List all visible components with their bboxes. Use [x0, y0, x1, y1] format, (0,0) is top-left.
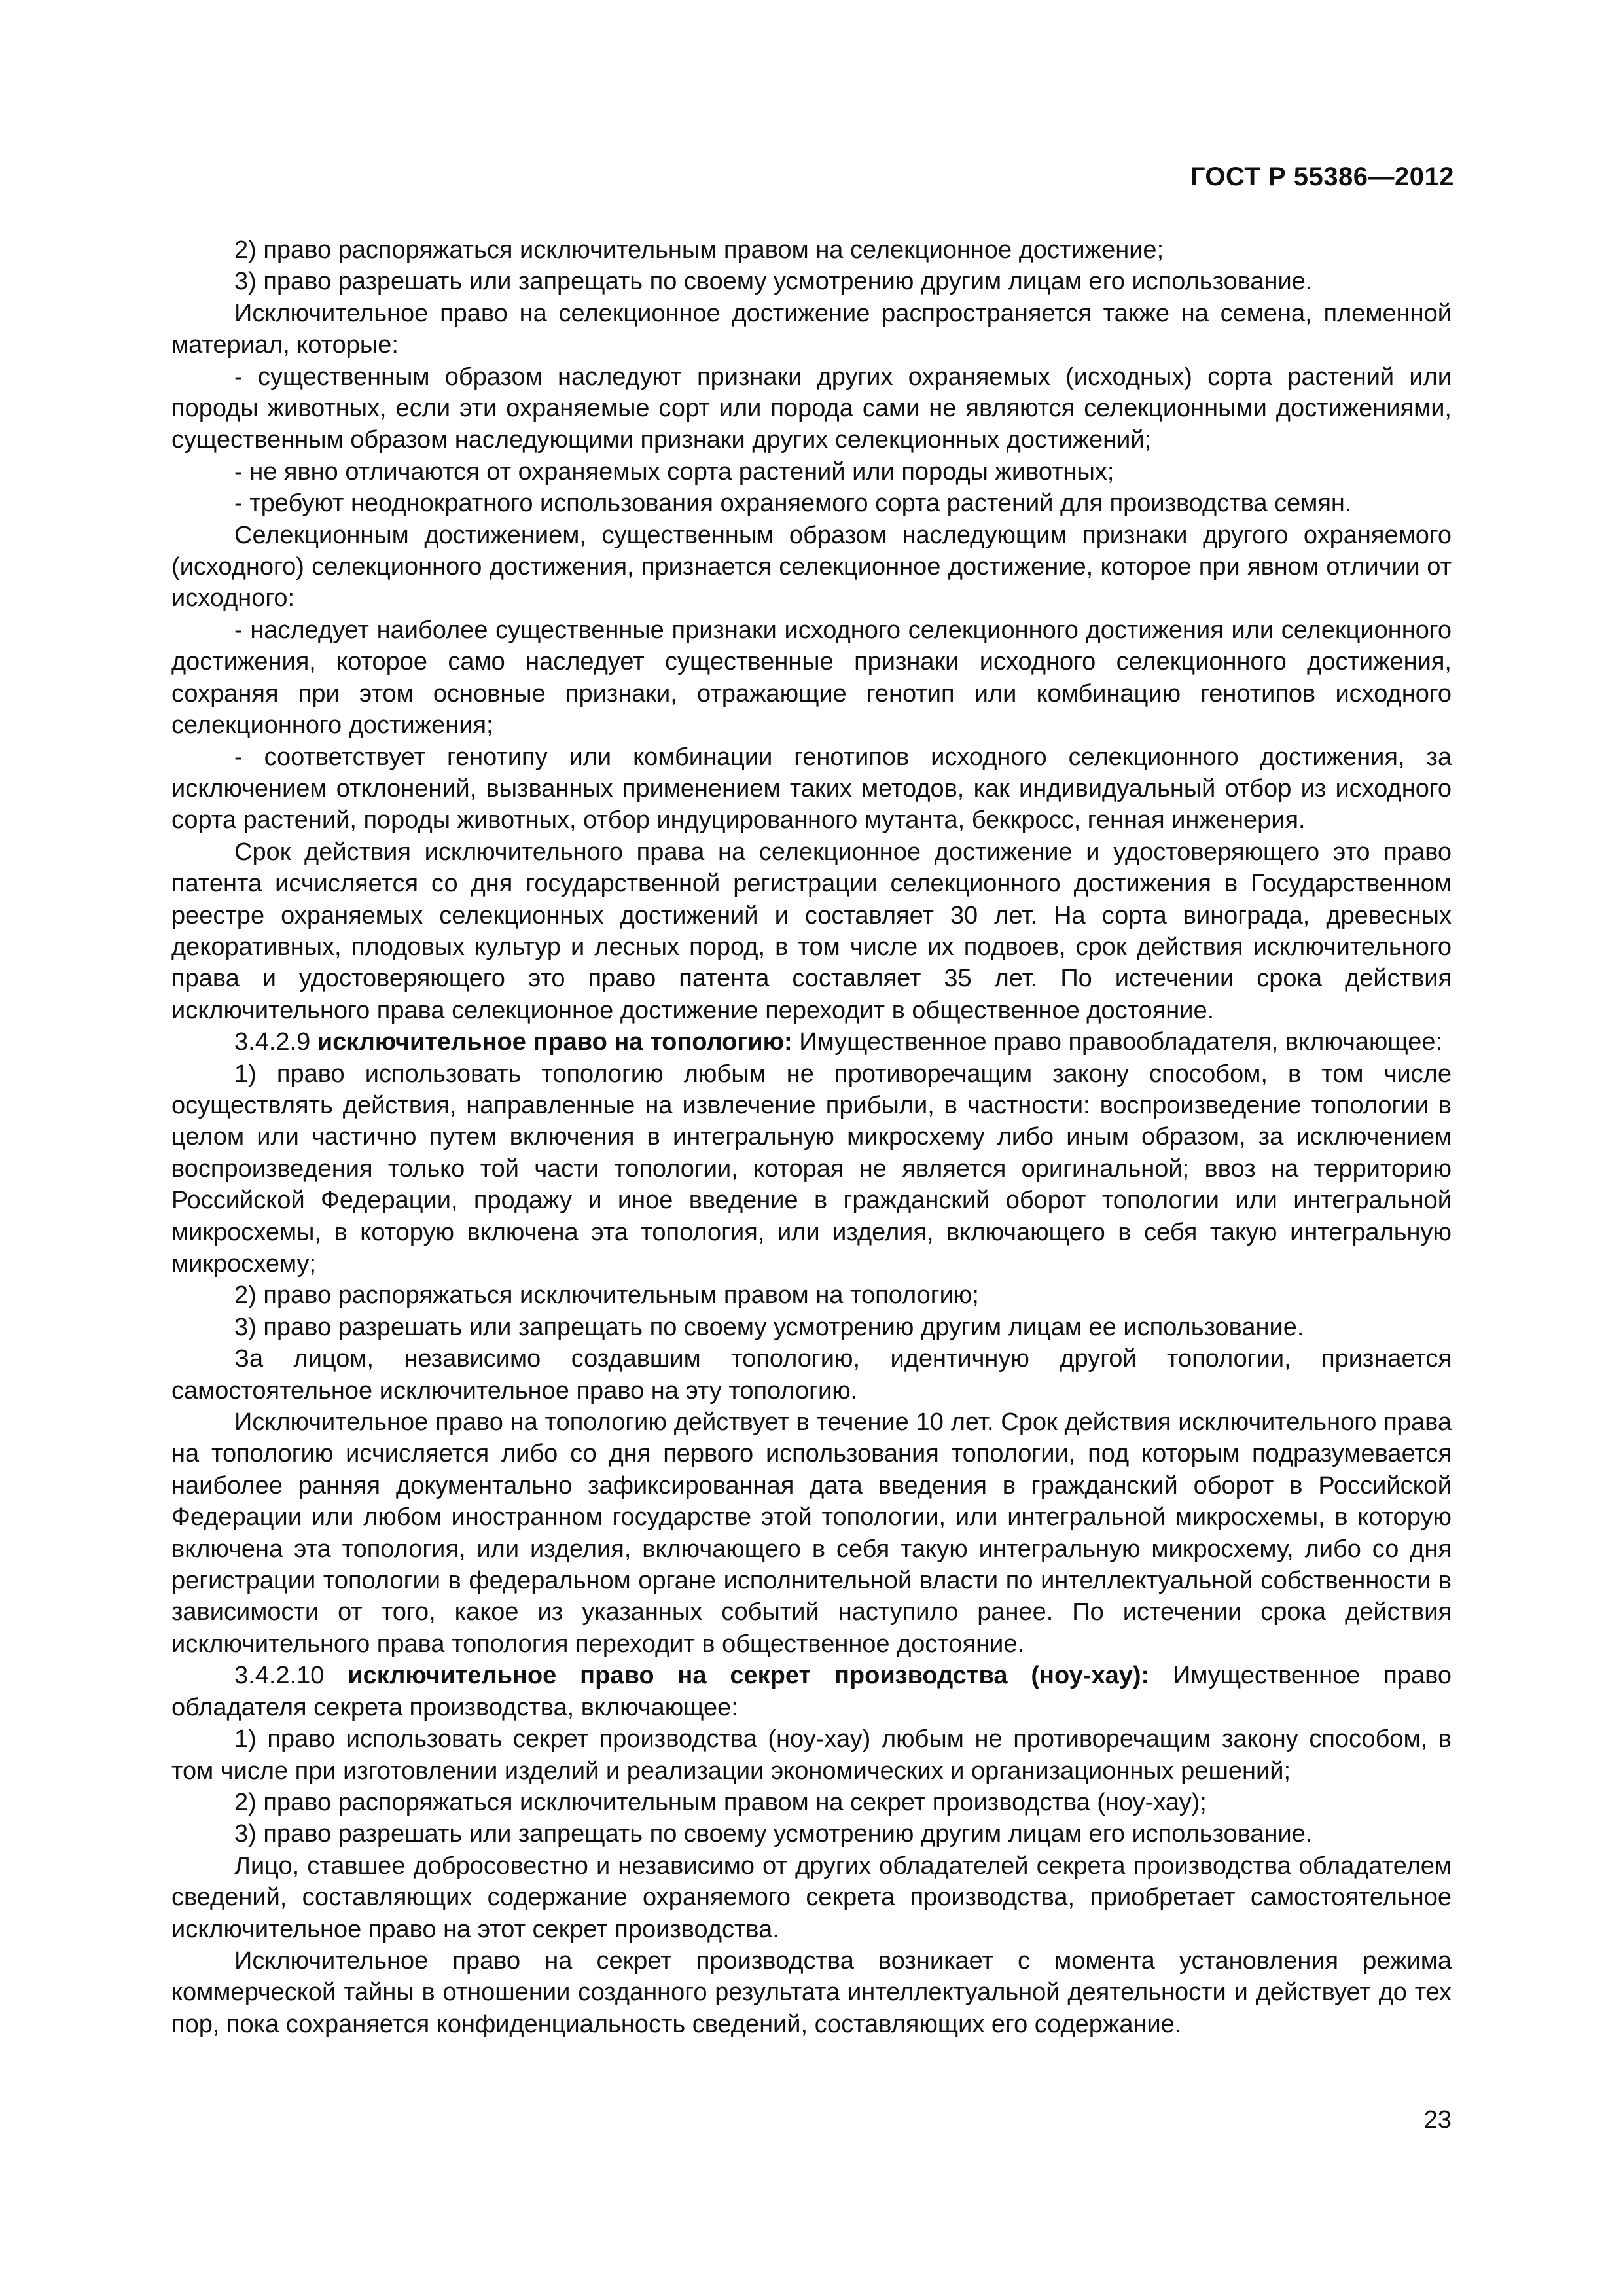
- paragraph: Срок действия исключительного права на селекционное достижение и удостоверяющего это право патента исчисляется со дня государственной регистрации селекционного достижения в Государственном реестре охраняемых селекционных достижений и составляет 30 лет. На сорта винограда, древесных декоративных, плодовых культур и лесных пород, в том числе их подвоев, срок действия исключительного права и удостоверяющего это право патента составляет 35 лет. По истечении срока действия исключительного права селекционное достижение переходит в общественное достояние.: [171, 838, 1452, 1024]
- paragraph: 3) право разрешать или запрещать по своему усмотрению другим лицам его использование.: [234, 268, 1313, 296]
- paragraph: Исключительное право на топологию действует в течение 10 лет. Срок действия исключительного права на топологию исчисляется либо со дня первого использования топологии, под которым подразумевается наиболее ранняя документально зафиксированная дата введения в гражданский оборот в Российской Федерации или любом иностранном государстве этой топологии, или интегральной микросхемы, в которую включена эта топология, или изделия, включающего в себя такую интегральную микросхему, либо со дня регистрации топологии в федеральном органе исполнительной власти по интеллектуальной собственности в зависимости от того, какое из указанных событий наступило ранее. По истечении срока действия исключительного права топология переходит в общественное достояние.: [171, 1408, 1452, 1658]
- clause-number: 3.4.2.10: [234, 1662, 325, 1690]
- document-id-header: ГОСТ Р 55386—2012: [1190, 162, 1454, 191]
- paragraph: 2) право распоряжаться исключительным правом на топологию;: [234, 1282, 979, 1310]
- defined-term: исключительное право на топологию:: [317, 1028, 793, 1056]
- page-number: 23: [1423, 2106, 1452, 2134]
- paragraph: 1) право использовать секрет производства (ноу-хау) любым не противоречащим закону способом, в том числе при изготовлении изделий и реализации экономических и организационных решений;: [171, 1725, 1452, 1785]
- paragraph: Лицо, ставшее добросовестно и независимо от других обладателей секрета производства обладателем сведений, составляющих содержание охраняемого секрета производства, приобретает самостоятельное исключительное право на этот секрет производства.: [171, 1852, 1452, 1943]
- paragraph: 2) право распоряжаться исключительным правом на селекционное достижение;: [234, 236, 1164, 264]
- paragraph: 1) право использовать топологию любым не противоречащим закону способом, в том числе осуществлять действия, направленные на извлечение прибыли, в частности: воспроизведение топологии в целом или частично путем включения в интегральную микросхему либо иным образом, за исключением воспроизведения только той части топологии, которая не является оригинальной; ввоз на территорию Российской Федерации, продажу и иное введение в гражданский оборот топологии или интегральной микросхемы, в которую включена эта топология, или изделия, включающего в себя такую интегральную микросхему;: [171, 1060, 1452, 1278]
- section-3-4-2-10: 3.4.2.10 исключительное право на секрет производства (ноу-хау): Имущественное право обладателя секрета производства, включающее:: [171, 1662, 1452, 1721]
- paragraph: За лицом, независимо создавшим топологию, идентичную другой топологии, признается самостоятельное исключительное право на эту топологию.: [171, 1345, 1452, 1405]
- paragraph: - соответствует генотипу или комбинации генотипов исходного селекционного достижения, за исключением отклонений, вызванных применением таких методов, как индивидуальный отбор из исходного сорта растений, породы животных, отбор индуцированного мутанта, беккросс, генная инженерия.: [171, 743, 1452, 834]
- document-body: [171, 234, 1452, 2040]
- paragraph: - существенным образом наследуют признаки других охраняемых (исходных) сорта растений или породы животных, если эти охраняемые сорт или порода сами не являются селекционными достижениями, существенным образом наследующими признаки других селекционных достижений;: [171, 363, 1452, 454]
- paragraph: - наследует наиболее существенные признаки исходного селекционного достижения или селекционного достижения, которое само наследует существенные признаки исходного селекционного достижения, сохраняя при этом основные признаки, отражающие генотип или комбинацию генотипов исходного селекционного достижения;: [171, 616, 1452, 740]
- defined-term: исключительное право на секрет производства (ноу-хау):: [348, 1662, 1150, 1690]
- paragraph: 3) право разрешать или запрещать по своему усмотрению другим лицам ее использование.: [234, 1313, 1304, 1341]
- clause-number: 3.4.2.9: [234, 1028, 311, 1056]
- paragraph: Селекционным достижением, существенным образом наследующим признаки другого охраняемого (исходного) селекционного достижения, признается селекционное достижение, которое при явном отличии от исходного:: [171, 521, 1452, 613]
- section-3-4-2-9: 3.4.2.9 исключительное право на топологию: Имущественное право правообладателя, включающее:: [234, 1028, 1443, 1056]
- paragraph: Исключительное право на селекционное достижение распространяется также на семена, племенной материал, которые:: [171, 299, 1452, 359]
- paragraph: - не явно отличаются от охраняемых сорта растений или породы животных;: [234, 457, 1115, 486]
- paragraph: - требуют неоднократного использования охраняемого сорта растений для производства семян.: [234, 490, 1352, 518]
- paragraph: Исключительное право на секрет производства возникает с момента установления режима коммерческой тайны в отношении созданного результата интеллектуальной деятельности и действует до тех пор, пока сохраняется конфиденциальность сведений, составляющих его содержание.: [171, 1946, 1452, 2038]
- paragraph: 2) право распоряжаться исключительным правом на секрет производства (ноу-хау);: [234, 1788, 1207, 1816]
- paragraph: 3) право разрешать или запрещать по своему усмотрению другим лицам его использование.: [234, 1820, 1313, 1848]
